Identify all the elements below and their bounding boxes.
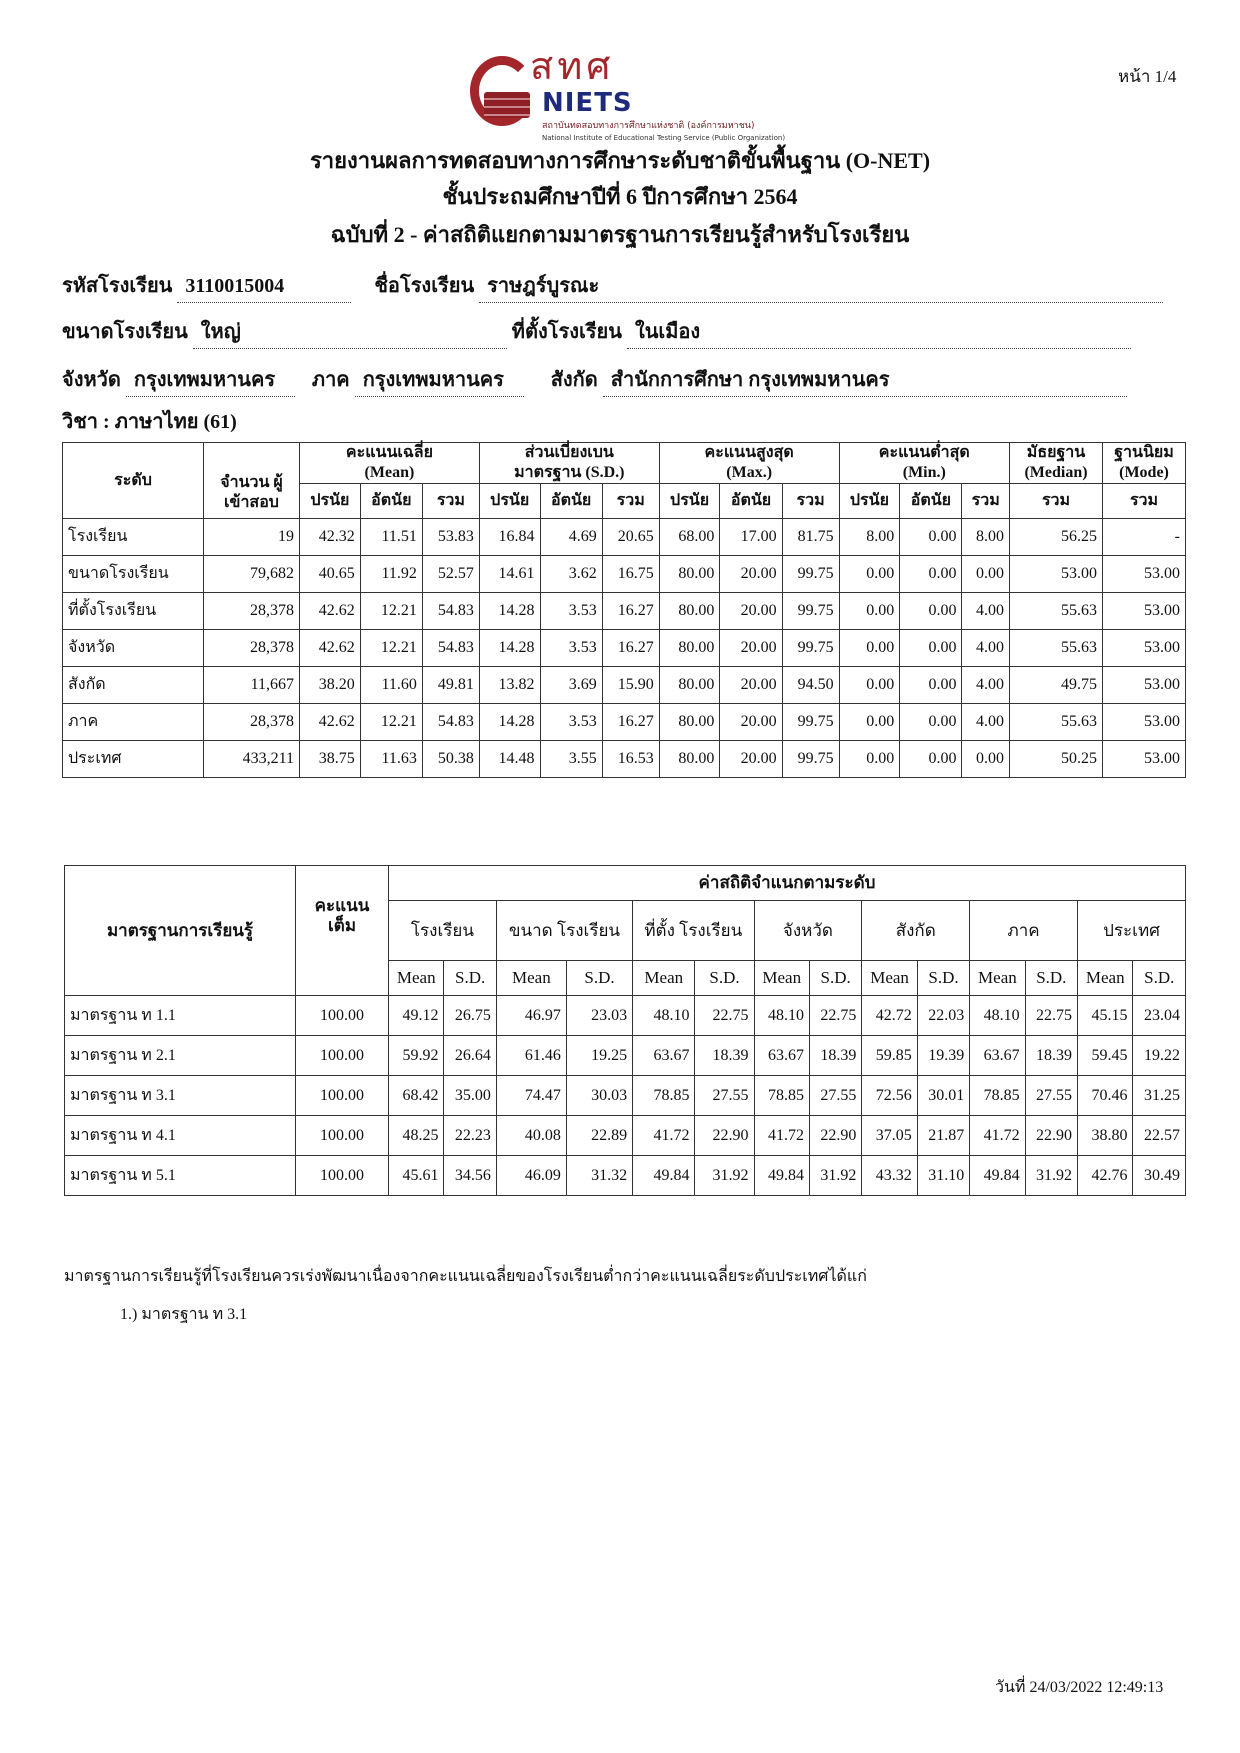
school-name-label: ชื่อโรงเรียน [374, 275, 475, 297]
standard-cell: มาตรฐาน ท 4.1 [65, 1116, 296, 1156]
mean-cell: 12.21 [360, 630, 422, 667]
subheader-total: รวม [962, 484, 1010, 519]
mean-value-cell: 41.72 [754, 1116, 809, 1156]
full-score-cell: 100.00 [296, 1076, 389, 1116]
logo-abbr: NIETS [542, 88, 633, 118]
summary-row [63, 704, 1186, 741]
full-score-cell: 100.00 [296, 996, 389, 1036]
school-location: ในเมือง [627, 318, 1131, 349]
header-median-en: (Median) [1024, 464, 1088, 481]
header-min [839, 443, 1009, 484]
niets-logo [470, 44, 786, 146]
logo-org-english: National Institute of Educational Testing Service (Public Organization) [542, 134, 786, 142]
mean-cell: 42.62 [300, 630, 361, 667]
mean-cell: 11.92 [360, 556, 422, 593]
standard-cell: มาตรฐาน ท 1.1 [65, 996, 296, 1036]
min-cell: 0.00 [900, 704, 962, 741]
mean-cell: 11.60 [360, 667, 422, 704]
min-cell: 0.00 [900, 630, 962, 667]
standard-cell: มาตรฐาน ท 5.1 [65, 1156, 296, 1196]
min-cell: 4.00 [962, 667, 1010, 704]
mean-subheader: Mean [389, 961, 444, 996]
subheader-objective: ปรนัย [839, 484, 900, 519]
sd-value-cell: 22.89 [566, 1116, 632, 1156]
mean-cell: 42.62 [300, 704, 361, 741]
header-min-thai: คะแนนต่ำสุด [878, 444, 970, 461]
mode-cell: 53.00 [1103, 556, 1186, 593]
header-sd-thai: ส่วนเบี่ยงเบน [524, 444, 614, 461]
full-score-cell: 100.00 [296, 1036, 389, 1076]
header-median-thai: มัธยฐาน [1026, 444, 1086, 461]
sd-cell: 13.82 [479, 667, 540, 704]
header-mode-thai: ฐานนิยม [1114, 444, 1174, 461]
max-cell: 81.75 [782, 519, 839, 556]
school-size-label: ขนาดโรงเรียน [62, 321, 188, 343]
sd-value-cell: 26.75 [444, 996, 496, 1036]
summary-row [63, 593, 1186, 630]
mean-value-cell: 41.72 [633, 1116, 695, 1156]
sd-cell: 20.65 [602, 519, 659, 556]
mean-value-cell: 74.47 [496, 1076, 566, 1116]
sd-subheader: S.D. [917, 961, 969, 996]
header-full-score: คะแนน เต็ม [296, 866, 389, 996]
max-cell: 80.00 [659, 704, 720, 741]
sd-value-cell: 19.25 [566, 1036, 632, 1076]
logo-books-icon [484, 92, 530, 118]
mean-cell: 38.20 [300, 667, 361, 704]
header-sd [479, 443, 659, 484]
school-code-label: รหัสโรงเรียน [62, 275, 173, 297]
sd-value-cell: 31.92 [1025, 1156, 1077, 1196]
mean-value-cell: 42.76 [1078, 1156, 1133, 1196]
report-subtitle-edition: ฉบับที่ 2 - ค่าสถิติแยกตามมาตรฐานการเรียนรู้สำหรับโรงเรียน [330, 222, 910, 247]
max-cell: 17.00 [720, 519, 782, 556]
mean-subheader: Mean [496, 961, 566, 996]
improvement-note: มาตรฐานการเรียนรู้ที่โรงเรียนควรเร่งพัฒนาเนื่องจากคะแนนเฉลี่ยของโรงเรียนต่ำกว่าคะแนนเฉลี่ยระดับประเทศได้แก่ [64, 1268, 867, 1285]
sd-value-cell: 30.49 [1133, 1156, 1186, 1196]
province: กรุงเทพมหานคร [126, 366, 295, 397]
mean-cell: 38.75 [300, 741, 361, 778]
mean-cell: 54.83 [422, 704, 479, 741]
school-code: 3110015004 [177, 272, 351, 303]
sd-subheader: S.D. [566, 961, 632, 996]
mean-value-cell: 42.72 [862, 996, 917, 1036]
subheader-subjective: อัตนัย [540, 484, 602, 519]
subheader-objective: ปรนัย [479, 484, 540, 519]
mean-value-cell: 46.09 [496, 1156, 566, 1196]
mean-cell: 11.51 [360, 519, 422, 556]
summary-statistics-table [62, 442, 1186, 778]
header-max [659, 443, 839, 484]
sd-value-cell: 22.57 [1133, 1116, 1186, 1156]
mean-cell: 42.62 [300, 593, 361, 630]
min-cell: 0.00 [839, 667, 900, 704]
sd-value-cell: 22.90 [809, 1116, 861, 1156]
header-mode [1103, 443, 1186, 484]
sd-value-cell: 31.10 [917, 1156, 969, 1196]
level-header: ประเทศ [1078, 901, 1186, 961]
subheader-objective: ปรนัย [659, 484, 720, 519]
subject-heading: วิชา : ภาษาไทย (61) [62, 411, 237, 433]
sd-cell: 3.53 [540, 630, 602, 667]
subheader-total: รวม [602, 484, 659, 519]
min-cell: 0.00 [839, 741, 900, 778]
summary-row [63, 741, 1186, 778]
sd-value-cell: 19.39 [917, 1036, 969, 1076]
level-cell: จังหวัด [63, 630, 204, 667]
max-cell: 20.00 [720, 593, 782, 630]
printed-date: วันที่ 24/03/2022 12:49:13 [995, 1679, 1164, 1696]
subheader-subjective: อัตนัย [900, 484, 962, 519]
mode-cell: - [1103, 519, 1186, 556]
mode-cell: 53.00 [1103, 704, 1186, 741]
mean-value-cell: 59.92 [389, 1036, 444, 1076]
standard-cell: มาตรฐาน ท 2.1 [65, 1036, 296, 1076]
affiliation: สำนักการศึกษา กรุงเทพมหานคร [603, 366, 1127, 397]
max-cell: 20.00 [720, 741, 782, 778]
count-cell: 11,667 [204, 667, 300, 704]
median-cell: 49.75 [1010, 667, 1103, 704]
mean-value-cell: 78.85 [754, 1076, 809, 1116]
level-cell: ขนาดโรงเรียน [63, 556, 204, 593]
report-subtitle-grade: ชั้นประถมศึกษาปีที่ 6 ปีการศึกษา 2564 [442, 184, 798, 209]
min-cell: 0.00 [900, 556, 962, 593]
count-cell: 19 [204, 519, 300, 556]
sd-value-cell: 27.55 [695, 1076, 754, 1116]
min-cell: 4.00 [962, 593, 1010, 630]
mean-cell: 50.38 [422, 741, 479, 778]
mean-value-cell: 48.10 [633, 996, 695, 1036]
mean-value-cell: 45.15 [1078, 996, 1133, 1036]
mean-value-cell: 37.05 [862, 1116, 917, 1156]
mean-subheader: Mean [862, 961, 917, 996]
max-cell: 20.00 [720, 704, 782, 741]
improvement-note-item: 1.) มาตรฐาน ท 3.1 [120, 1306, 248, 1323]
max-cell: 80.00 [659, 667, 720, 704]
sd-cell: 16.53 [602, 741, 659, 778]
sd-value-cell: 30.01 [917, 1076, 969, 1116]
max-cell: 99.75 [782, 593, 839, 630]
sd-value-cell: 22.03 [917, 996, 969, 1036]
standard-row [65, 1116, 1186, 1156]
summary-row [63, 556, 1186, 593]
school-location-label: ที่ตั้งโรงเรียน [511, 321, 622, 343]
mean-value-cell: 41.72 [970, 1116, 1025, 1156]
min-cell: 4.00 [962, 630, 1010, 667]
max-cell: 80.00 [659, 556, 720, 593]
sd-value-cell: 31.25 [1133, 1076, 1186, 1116]
mean-value-cell: 46.97 [496, 996, 566, 1036]
mean-value-cell: 63.67 [970, 1036, 1025, 1076]
mean-subheader: Mean [754, 961, 809, 996]
max-cell: 80.00 [659, 741, 720, 778]
level-header: จังหวัด [754, 901, 862, 961]
mean-value-cell: 70.46 [1078, 1076, 1133, 1116]
max-cell: 80.00 [659, 593, 720, 630]
level-header: ภาค [970, 901, 1078, 961]
sd-cell: 16.75 [602, 556, 659, 593]
min-cell: 8.00 [839, 519, 900, 556]
max-cell: 94.50 [782, 667, 839, 704]
count-cell: 79,682 [204, 556, 300, 593]
sd-value-cell: 23.04 [1133, 996, 1186, 1036]
max-cell: 20.00 [720, 556, 782, 593]
sd-value-cell: 18.39 [809, 1036, 861, 1076]
min-cell: 0.00 [839, 704, 900, 741]
mean-cell: 11.63 [360, 741, 422, 778]
level-cell: สังกัด [63, 667, 204, 704]
page-number: หน้า 1/4 [1118, 67, 1177, 86]
level-header: ที่ตั้ง โรงเรียน [633, 901, 754, 961]
mean-cell: 54.83 [422, 593, 479, 630]
mean-subheader: Mean [1078, 961, 1133, 996]
header-max-en: (Max.) [726, 464, 773, 481]
subheader-subjective: อัตนัย [360, 484, 422, 519]
sd-value-cell: 19.22 [1133, 1036, 1186, 1076]
count-cell: 28,378 [204, 630, 300, 667]
max-cell: 99.75 [782, 630, 839, 667]
school-info-row-2 [62, 318, 1131, 349]
mean-cell: 49.81 [422, 667, 479, 704]
sd-cell: 3.55 [540, 741, 602, 778]
subheader-median-total: รวม [1010, 484, 1103, 519]
summary-row [63, 630, 1186, 667]
header-mean [300, 443, 480, 484]
sd-value-cell: 31.92 [809, 1156, 861, 1196]
min-cell: 0.00 [962, 741, 1010, 778]
median-cell: 55.63 [1010, 704, 1103, 741]
mean-cell: 52.57 [422, 556, 479, 593]
mean-value-cell: 59.45 [1078, 1036, 1133, 1076]
mean-cell: 54.83 [422, 630, 479, 667]
summary-row [63, 667, 1186, 704]
province-label: จังหวัด [62, 369, 121, 391]
min-cell: 0.00 [900, 667, 962, 704]
mean-value-cell: 45.61 [389, 1156, 444, 1196]
subheader-total: รวม [782, 484, 839, 519]
min-cell: 0.00 [839, 556, 900, 593]
subheader-subjective: อัตนัย [720, 484, 782, 519]
sd-value-cell: 22.75 [809, 996, 861, 1036]
level-header: โรงเรียน [389, 901, 497, 961]
median-cell: 50.25 [1010, 741, 1103, 778]
mode-cell: 53.00 [1103, 667, 1186, 704]
level-header: สังกัด [862, 901, 970, 961]
standard-cell: มาตรฐาน ท 3.1 [65, 1076, 296, 1116]
standard-row [65, 1076, 1186, 1116]
median-cell: 55.63 [1010, 593, 1103, 630]
report-title: รายงานผลการทดสอบทางการศึกษาระดับชาติขั้นพื้นฐาน (O-NET) [309, 148, 931, 173]
max-cell: 99.75 [782, 741, 839, 778]
mean-value-cell: 68.42 [389, 1076, 444, 1116]
mean-value-cell: 49.12 [389, 996, 444, 1036]
sd-value-cell: 26.64 [444, 1036, 496, 1076]
level-cell: โรงเรียน [63, 519, 204, 556]
mean-cell: 42.32 [300, 519, 361, 556]
min-cell: 4.00 [962, 704, 1010, 741]
mean-value-cell: 49.84 [754, 1156, 809, 1196]
mean-value-cell: 43.32 [862, 1156, 917, 1196]
sd-cell: 16.27 [602, 593, 659, 630]
max-cell: 80.00 [659, 630, 720, 667]
sd-cell: 16.27 [602, 630, 659, 667]
sd-subheader: S.D. [695, 961, 754, 996]
sd-subheader: S.D. [1025, 961, 1077, 996]
sd-value-cell: 18.39 [695, 1036, 754, 1076]
level-cell: ที่ตั้งโรงเรียน [63, 593, 204, 630]
max-cell: 20.00 [720, 630, 782, 667]
sd-value-cell: 22.23 [444, 1116, 496, 1156]
full-score-cell: 100.00 [296, 1156, 389, 1196]
sd-cell: 16.27 [602, 704, 659, 741]
header-min-en: (Min.) [902, 464, 946, 481]
sd-cell: 14.28 [479, 704, 540, 741]
count-cell: 28,378 [204, 593, 300, 630]
sd-cell: 16.84 [479, 519, 540, 556]
school-name: ราษฎร์บูรณะ [479, 272, 1163, 303]
mean-cell: 53.83 [422, 519, 479, 556]
level-header: ขนาด โรงเรียน [496, 901, 632, 961]
school-info-row-1 [62, 272, 1163, 303]
sd-value-cell: 31.32 [566, 1156, 632, 1196]
subheader-mode-total: รวม [1103, 484, 1186, 519]
header-count: จำนวน ผู้เข้าสอบ [204, 443, 300, 519]
sd-value-cell: 34.56 [444, 1156, 496, 1196]
sd-subheader: S.D. [1133, 961, 1186, 996]
mean-value-cell: 63.67 [633, 1036, 695, 1076]
mean-value-cell: 49.84 [970, 1156, 1025, 1196]
count-cell: 433,211 [204, 741, 300, 778]
sd-subheader: S.D. [809, 961, 861, 996]
sd-value-cell: 35.00 [444, 1076, 496, 1116]
affiliation-label: สังกัด [550, 369, 598, 391]
summary-row [63, 519, 1186, 556]
sd-value-cell: 23.03 [566, 996, 632, 1036]
mean-value-cell: 38.80 [1078, 1116, 1133, 1156]
sd-value-cell: 22.90 [695, 1116, 754, 1156]
standard-row [65, 1156, 1186, 1196]
school-size: ใหญ่ [193, 318, 507, 349]
sd-value-cell: 22.75 [1025, 996, 1077, 1036]
mean-value-cell: 48.25 [389, 1116, 444, 1156]
sd-cell: 3.53 [540, 593, 602, 630]
max-cell: 20.00 [720, 667, 782, 704]
mean-cell: 12.21 [360, 593, 422, 630]
sd-cell: 3.62 [540, 556, 602, 593]
standard-row [65, 996, 1186, 1036]
sd-cell: 14.28 [479, 630, 540, 667]
sd-cell: 14.48 [479, 741, 540, 778]
mean-value-cell: 78.85 [970, 1076, 1025, 1116]
mean-cell: 40.65 [300, 556, 361, 593]
sd-cell: 3.69 [540, 667, 602, 704]
min-cell: 0.00 [900, 593, 962, 630]
header-sd-en: มาตรฐาน (S.D.) [514, 464, 625, 481]
standards-statistics-table [64, 865, 1186, 1196]
max-cell: 68.00 [659, 519, 720, 556]
mean-cell: 12.21 [360, 704, 422, 741]
sd-value-cell: 22.90 [1025, 1116, 1077, 1156]
mean-subheader: Mean [970, 961, 1025, 996]
mode-cell: 53.00 [1103, 630, 1186, 667]
mean-value-cell: 63.67 [754, 1036, 809, 1076]
full-score-cell: 100.00 [296, 1116, 389, 1156]
sd-subheader: S.D. [444, 961, 496, 996]
sd-cell: 4.69 [540, 519, 602, 556]
max-cell: 99.75 [782, 704, 839, 741]
mean-value-cell: 72.56 [862, 1076, 917, 1116]
header-standard: มาตรฐานการเรียนรู้ [65, 866, 296, 996]
sd-cell: 3.53 [540, 704, 602, 741]
level-cell: ภาค [63, 704, 204, 741]
count-cell: 28,378 [204, 704, 300, 741]
header-mean-thai: คะแนนเฉลี่ย [345, 444, 433, 461]
header-stat-group: ค่าสถิติจำแนกตามระดับ [389, 866, 1186, 901]
mode-cell: 53.00 [1103, 741, 1186, 778]
mean-value-cell: 78.85 [633, 1076, 695, 1116]
header-mean-en: (Mean) [364, 464, 415, 481]
level-cell: ประเทศ [63, 741, 204, 778]
sd-value-cell: 31.92 [695, 1156, 754, 1196]
sd-value-cell: 27.55 [809, 1076, 861, 1116]
min-cell: 0.00 [900, 519, 962, 556]
mean-value-cell: 61.46 [496, 1036, 566, 1076]
mean-value-cell: 48.10 [754, 996, 809, 1036]
sd-value-cell: 22.75 [695, 996, 754, 1036]
sd-cell: 15.90 [602, 667, 659, 704]
region: กรุงเทพมหานคร [355, 366, 524, 397]
min-cell: 8.00 [962, 519, 1010, 556]
max-cell: 99.75 [782, 556, 839, 593]
min-cell: 0.00 [900, 741, 962, 778]
mean-value-cell: 40.08 [496, 1116, 566, 1156]
sd-value-cell: 18.39 [1025, 1036, 1077, 1076]
sd-value-cell: 30.03 [566, 1076, 632, 1116]
standard-row [65, 1036, 1186, 1076]
min-cell: 0.00 [839, 630, 900, 667]
mean-value-cell: 48.10 [970, 996, 1025, 1036]
header-median [1010, 443, 1103, 484]
school-info-row-3 [62, 366, 1127, 397]
header-mode-en: (Mode) [1119, 464, 1169, 481]
logo-thai-abbr: สทศ [530, 44, 615, 88]
sd-cell: 14.61 [479, 556, 540, 593]
median-cell: 56.25 [1010, 519, 1103, 556]
logo-org-thai: สถาบันทดสอบทางการศึกษาแห่งชาติ (องค์การมหาชน) [542, 121, 755, 131]
median-cell: 55.63 [1010, 630, 1103, 667]
header-max-thai: คะแนนสูงสุด [704, 444, 794, 461]
subheader-total: รวม [422, 484, 479, 519]
header-level: ระดับ [63, 443, 204, 519]
mean-subheader: Mean [633, 961, 695, 996]
sd-cell: 14.28 [479, 593, 540, 630]
mode-cell: 53.00 [1103, 593, 1186, 630]
mean-value-cell: 59.85 [862, 1036, 917, 1076]
min-cell: 0.00 [839, 593, 900, 630]
subheader-objective: ปรนัย [300, 484, 361, 519]
region-label: ภาค [311, 369, 350, 391]
median-cell: 53.00 [1010, 556, 1103, 593]
mean-value-cell: 49.84 [633, 1156, 695, 1196]
min-cell: 0.00 [962, 556, 1010, 593]
sd-value-cell: 21.87 [917, 1116, 969, 1156]
sd-value-cell: 27.55 [1025, 1076, 1077, 1116]
